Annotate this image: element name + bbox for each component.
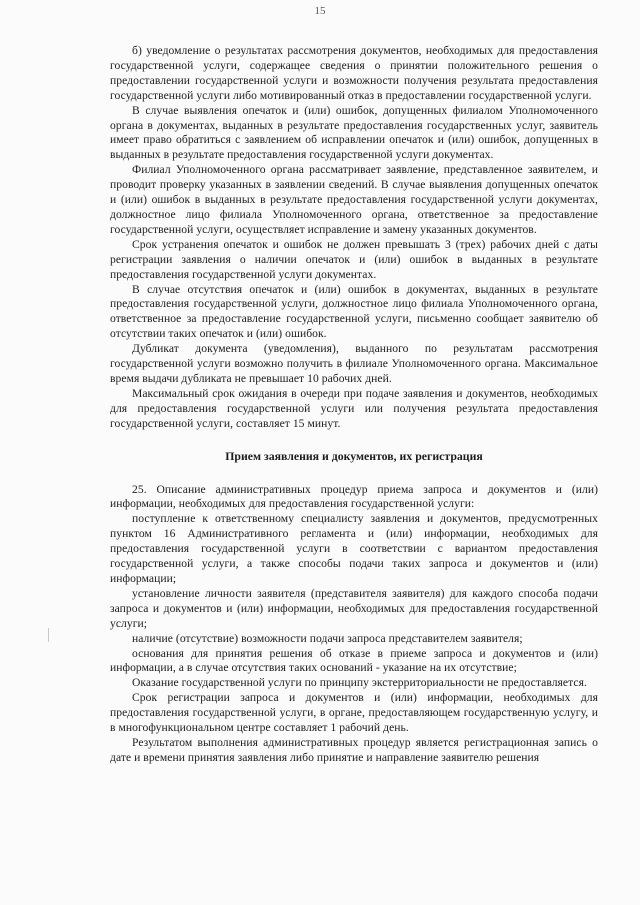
body-text bbox=[110, 44, 598, 766]
paragraph: поступление к ответственному специалисту заявления и документов, предусмотренных пунктом 16 Административного регламента и (или) информации, необходимых для предоставления государственной услуги в соответствии с вариантом предоставления государственной услуги, а также способы подачи таких запроса и документов и (или) информации; bbox=[110, 512, 598, 585]
margin-mark bbox=[48, 628, 49, 642]
section-heading: Прием заявления и документов, их регистрация bbox=[225, 448, 483, 463]
paragraph: установление личности заявителя (представителя заявителя) для каждого способа подачи запроса и документов и (или) информации, необходимых для предоставления государственной услуги; bbox=[110, 586, 598, 630]
paragraph: Филиал Уполномоченного органа рассматривает заявление, представленное заявителем, и проводит проверку указанных в заявлении сведений. В случае выявления допущенных опечаток и (или) ошибок в выданных в результате предоставления государственной услуги документах, должностное лицо филиала Уполномоченного органа, ответственное за предоставление государственной услуги, осуществляет исправление и замену указанных документов. bbox=[110, 163, 598, 236]
paragraph: Срок устранения опечаток и ошибок не должен превышать 3 (трех) рабочих дней с даты регистрации заявления о наличии опечаток и (или) ошибок в выданных в результате предоставления государственной услуги документах. bbox=[110, 237, 598, 281]
paragraph: наличие (отсутствие) возможности подачи запроса представителем заявителя; bbox=[132, 631, 523, 645]
page-number: 15 bbox=[314, 5, 326, 17]
paragraph: Оказание государственной услуги по принципу экстерриториальности не предоставляется. bbox=[132, 676, 587, 690]
paragraph: основания для принятия решения об отказе в приеме запроса и документов и (или) информации, а в случае отсутствия таких оснований - указание на их отсутствие; bbox=[110, 646, 598, 675]
paragraph: Максимальный срок ожидания в очереди при подаче заявления и документов, необходимых для предоставления государственной услуги или получения результата предоставления государственной услуги, составляет 15 минут. bbox=[110, 386, 598, 430]
paragraph: В случае отсутствия опечаток и (или) ошибок в документах, выданных в результате предоставления государственной услуги, должностное лицо филиала Уполномоченного органа, ответственное за предоставление государственной услуги, письменно сообщает заявителю об отсутствии таких опечаток и (или) ошибок. bbox=[110, 282, 598, 341]
paragraph: Дубликат документа (уведомления), выданного по результатам рассмотрения государственной услуги возможно получить в филиале Уполномоченного органа. Максимальное время выдачи дубликата не превышает 10 рабочих дней. bbox=[110, 342, 598, 385]
paragraph: Срок регистрации запроса и документов и (или) информации, необходимых для предоставления государственной услуги, в органе, предоставляющем государственную услугу, и в многофункциональном центре составляет 1 рабочий день. bbox=[110, 691, 598, 735]
paragraph: Результатом выполнения административных процедур является регистрационная запись о дате и времени принятия заявления либо принятие и направление заявителю решения bbox=[110, 735, 598, 764]
paragraph: б) уведомление о результатах рассмотрения документов, необходимых для предоставления государственной услуги, содержащее сведения о принятии положительного решения о предоставлении государственной услуги и возможности получения результата предоставления государственной услуги либо мотивированный отказ в предоставлении государственной услуги. bbox=[110, 44, 598, 102]
paragraph: 25. Описание административных процедур приема запроса и документов и (или) информации, необходимых для предоставления государственной услуги: bbox=[110, 482, 598, 511]
paragraph: В случае выявления опечаток и (или) ошибок, допущенных филиалом Уполномоченного органа в документах, выданных в результате предоставления государственных услуг, заявитель имеет право обратиться с заявлением об исправлении опечаток и (или) ошибок, допущенных в выданных в результате предоставления государственной услуги документах. bbox=[110, 103, 598, 162]
